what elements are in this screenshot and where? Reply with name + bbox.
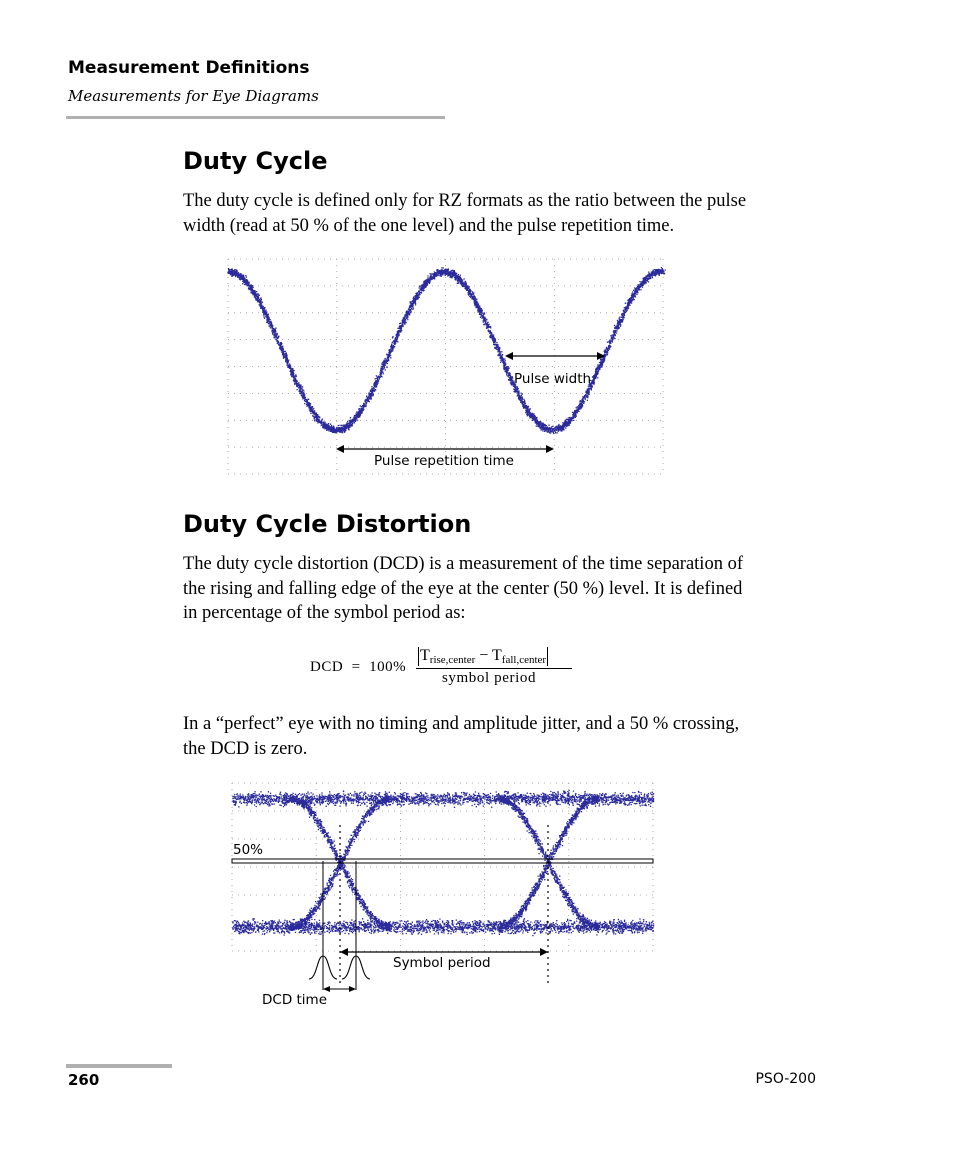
arrowhead-right [349, 986, 356, 992]
pulse-waveform [227, 268, 666, 434]
dcd-line-2: the rising and falling edge of the eye at the center (50 %) level. It is defined [183, 578, 743, 599]
fifty-percent-level-bar [232, 859, 653, 863]
eye-diagram-figure [225, 775, 660, 1010]
dcd-heading: Duty Cycle Distortion [183, 510, 472, 538]
formula-denominator: symbol period [442, 670, 537, 686]
pulse-width-label: Pulse width [514, 371, 592, 387]
arrowhead-right [540, 948, 548, 956]
duty-cycle-heading: Duty Cycle [183, 147, 328, 175]
duty-cycle-line-2: width (read at 50 % of the one level) and the pulse repetition time. [183, 215, 675, 236]
duty-cycle-line-1: The duty cycle is defined only for RZ formats as the ratio between the pulse [183, 191, 747, 211]
dcd-note-line-2: the DCD is zero. [183, 738, 308, 759]
duty-cycle-paragraph [183, 189, 823, 238]
arrowhead-left [505, 352, 513, 360]
dcd-line-3: in percentage of the symbol period as: [183, 603, 466, 623]
dcd-formula [310, 645, 580, 693]
formula-lhs: DCD = 100% [310, 659, 407, 675]
footer-divider [66, 1064, 172, 1068]
formula-t-rise: T [420, 647, 430, 664]
header-divider [66, 116, 445, 119]
symbol-period-label: Symbol period [393, 955, 491, 971]
fraction-bar [416, 668, 572, 669]
page-number: 260 [68, 1071, 100, 1089]
dcd-note [183, 712, 823, 761]
arrowhead-right [546, 445, 554, 453]
dcd-paragraph [183, 552, 823, 626]
arrowhead-left [336, 445, 344, 453]
dcd-line-1: The duty cycle distortion (DCD) is a measurement of the time separation of [183, 554, 743, 574]
section-title: Measurement Definitions [68, 58, 310, 78]
subsection-title: Measurements for Eye Diagrams [68, 87, 319, 105]
formula-t-fall: T [492, 647, 502, 664]
dcd-note-line-1: In a “perfect” eye with no timing and amplitude jitter, and a 50 % crossing, [183, 714, 740, 734]
formula-numerator [418, 647, 548, 666]
duty-cycle-figure [220, 252, 670, 477]
arrowhead-left [340, 948, 348, 956]
formula-fall-subscript: fall,center [501, 654, 547, 666]
formula-rise-subscript: rise,center [429, 654, 476, 666]
product-name: PSO-200 [755, 1071, 816, 1087]
formula-minus: − [475, 647, 493, 664]
dcd-time-label: DCD time [262, 992, 328, 1008]
pulse-repetition-label: Pulse repetition time [374, 453, 514, 469]
fifty-percent-label: 50% [233, 842, 264, 858]
